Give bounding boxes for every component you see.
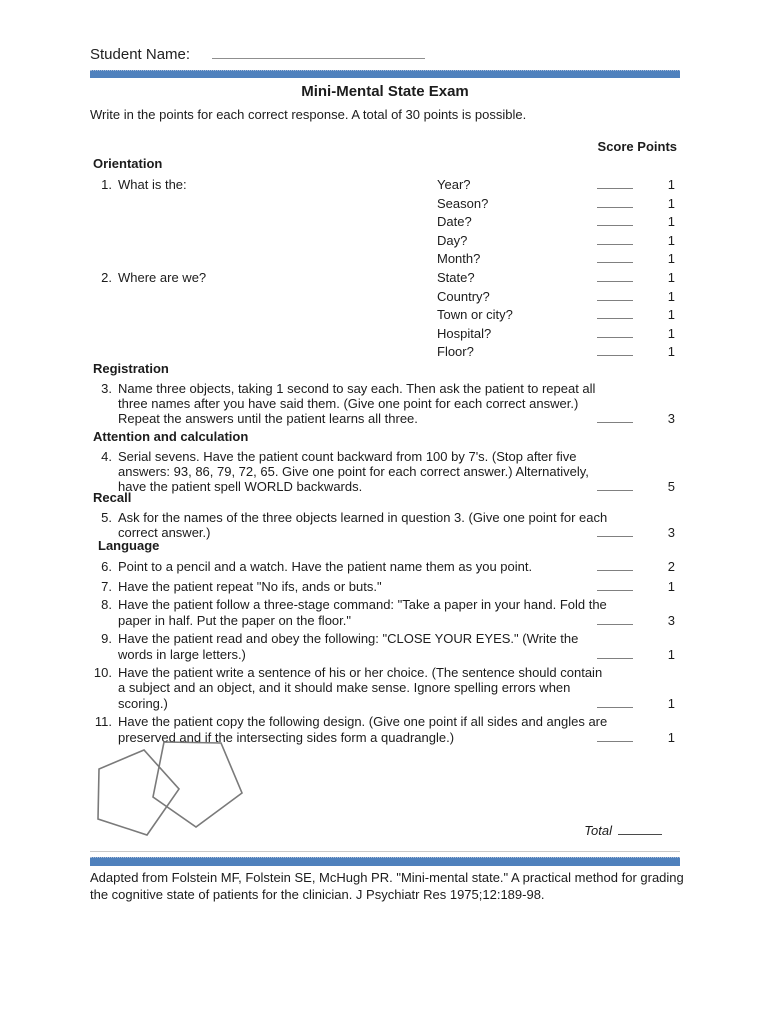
item-text-line: Serial sevens. Have the patient count backward from 100 by 7's. (Stop after five [118,449,577,464]
points-value: 3 [667,411,675,427]
left-pentagon-shape [98,750,179,835]
score-blank[interactable] [597,176,633,189]
overlapping-pentagons-figure [93,739,248,839]
instructions-text: Write in the points for each correct response. A total of 30 points is possible. [90,107,527,122]
points-value: 3 [667,525,675,541]
orientation-row [90,195,680,214]
exam-item [90,558,680,574]
right-pentagon-shape [153,742,242,827]
item-text-line: correct answer.) [118,525,211,541]
item-number: 7. [101,578,112,594]
item-number: 8. [101,597,112,613]
section-registration [90,361,680,427]
sub-question-label: Floor? [437,344,474,360]
section-recall [90,490,680,540]
sub-question-label: Town or city? [437,307,513,323]
accent-bar-top [90,70,680,78]
item-number: 11. [94,714,112,730]
student-name-row [90,44,425,63]
total-row [584,822,662,838]
item-text-line: Point to a pencil and a watch. Have the patient name them as you point. [118,559,533,574]
score-blank[interactable] [597,343,633,356]
section-attention [90,429,680,495]
item-text-line: paper in half. Put the paper on the floor." [118,612,351,628]
item-text-line: Name three objects, taking 1 second to say each. Then ask the patient to repeat all [118,381,596,396]
points-value: 1 [667,195,675,211]
item-text-line: answers: 93, 86, 79, 72, 65. Give one point for each correct answer.) Alternatively, [118,464,589,480]
student-name-field[interactable] [212,44,425,59]
citation-line: the cognitive state of patients for the clinician. J Psychiatr Res 1975;12:189-98. [90,887,545,902]
score-blank[interactable] [597,612,633,625]
page-content [90,0,684,1024]
item-text-line: Ask for the names of the three objects learned in question 3. (Give one point for each [118,510,608,525]
sub-question-label: Season? [437,195,489,211]
item-text-line: a subject and an object, and it should make sense. Ignore spelling errors when [118,680,571,696]
score-blank[interactable] [597,695,633,708]
item-text-line: Have the patient copy the following design. (Give one point if all sides and angles are [118,714,608,730]
points-value: 3 [667,612,675,628]
item-number: 5. [101,510,112,525]
score-blank[interactable] [597,558,633,571]
points-value: 1 [667,729,675,745]
orientation-row [90,325,680,344]
question-text: Where are we? [118,269,207,285]
sub-question-label: Year? [437,177,471,192]
item-number: 1. [101,177,112,192]
accent-bar-bottom [90,857,680,866]
orientation-row [90,250,680,269]
total-label: Total [584,823,612,838]
points-value: 2 [667,559,675,574]
score-blank[interactable] [597,729,633,742]
section-heading: Registration [93,361,169,376]
score-blank[interactable] [597,213,633,226]
score-blank[interactable] [597,232,633,245]
page-title: Mini-Mental State Exam [301,83,469,100]
item-text-line: scoring.) [118,695,168,711]
item-text-line: three names after you have said them. (Give one point for each correct answer.) [118,396,579,412]
points-value: 1 [667,646,675,662]
item-text-line: words in large letters.) [118,646,246,662]
section-heading: Recall [93,490,132,505]
exam-item [90,578,680,594]
score-blank[interactable] [597,410,633,423]
points-value: 1 [667,695,675,711]
item-text-line: Have the patient write a sentence of his or her choice. (The sentence should contain [118,665,603,681]
exam-item [90,665,680,711]
exam-item [90,597,680,627]
student-name-label: Student Name: [90,46,191,63]
item-text-line: Have the patient follow a three-stage command: "Take a paper in your hand. Fold the [118,597,607,613]
section-orientation [90,156,680,362]
section-heading: Orientation [93,156,163,171]
section-heading: Attention and calculation [93,429,249,444]
item-number: 3. [101,381,112,396]
exam-item [90,510,680,540]
score-blank[interactable] [597,325,633,338]
points-value: 1 [667,269,675,285]
score-blank[interactable] [597,195,633,208]
orientation-row [90,288,680,307]
item-text-line: Have the patient read and obey the following: "CLOSE YOUR EYES." (Write the [118,631,579,647]
orientation-row [90,343,680,362]
points-value: 1 [667,288,675,304]
sub-question-label: Date? [437,214,472,230]
points-value: 1 [667,325,675,341]
section-language [90,538,680,748]
score-blank[interactable] [597,306,633,319]
points-value: 1 [667,177,675,192]
sub-question-label: State? [437,269,475,285]
citation-line: Adapted from Folstein MF, Folstein SE, McHugh PR. "Mini-mental state." A practical method for grading [90,870,684,885]
item-text-line: Repeat the answers until the patient learns all three. [118,411,418,427]
points-value: 1 [667,344,675,360]
score-points-header: Score Points [597,139,677,154]
section-heading: Language [98,538,160,553]
points-value: 1 [667,251,675,267]
score-blank[interactable] [597,250,633,263]
sub-question-label: Day? [437,232,468,248]
item-number: 6. [101,559,112,574]
item-number: 10. [93,665,112,681]
exam-item [90,449,680,495]
item-number: 4. [101,449,112,464]
orientation-row [90,269,680,288]
points-value: 1 [667,307,675,323]
score-blank[interactable] [597,269,633,282]
sub-question-label: Hospital? [437,325,492,341]
score-blank[interactable] [597,578,633,591]
orientation-row [90,213,680,232]
divider-rule [90,851,680,852]
sub-question-label: Country? [437,288,490,304]
item-number: 9. [101,631,112,647]
question-text: What is the: [118,177,187,192]
exam-item [90,381,680,427]
total-blank[interactable] [618,822,662,835]
item-text-line: Have the patient repeat "No ifs, ands or buts." [118,578,382,594]
item-text-line: have the patient spell WORLD backwards. [118,479,363,495]
orientation-row [90,176,680,195]
item-number: 2. [101,269,112,285]
item-text-line: preserved and if the intersecting sides form a quadrangle.) [118,729,455,745]
citation-text [90,869,684,903]
points-value: 5 [667,479,675,495]
points-value: 1 [667,578,675,594]
sub-question-label: Month? [437,251,481,267]
exam-item [90,631,680,661]
orientation-row [90,232,680,251]
score-blank[interactable] [597,646,633,659]
points-value: 1 [667,214,675,230]
orientation-row [90,306,680,325]
score-blank[interactable] [597,524,633,537]
score-blank[interactable] [597,288,633,301]
points-value: 1 [667,232,675,248]
